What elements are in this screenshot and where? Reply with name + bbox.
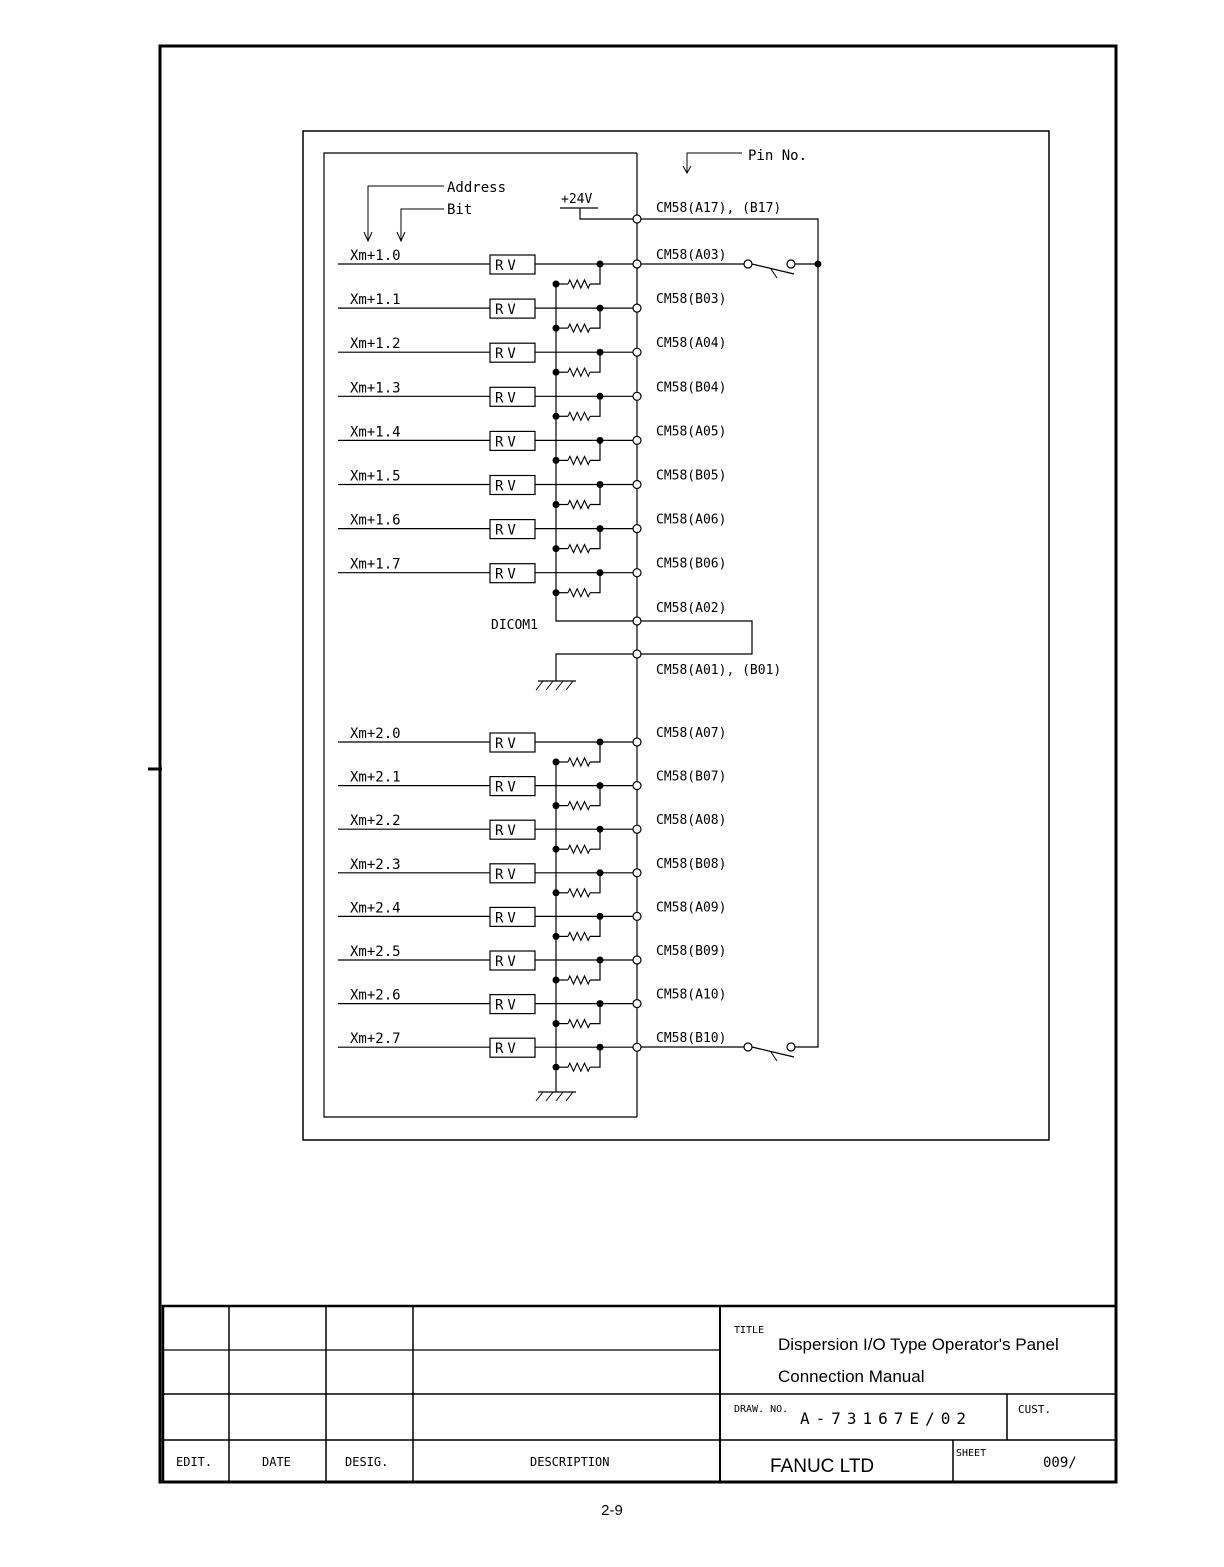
bit-callout (397, 202, 472, 241)
pull-down-resistor (568, 589, 590, 597)
pin-label: CM58(B03) (656, 292, 727, 308)
col-date: DATE (262, 1455, 291, 1469)
signal-label: Xm+1.2 (350, 336, 401, 353)
rv-label: RV (495, 736, 520, 752)
input-row (338, 380, 726, 420)
supply-pin: CM58(A17), (B17) (656, 201, 782, 216)
pin-terminal (633, 738, 641, 746)
pin-label: CM58(A09) (656, 900, 727, 916)
pin-terminal (633, 912, 641, 920)
title-line-2: Connection Manual (778, 1367, 925, 1386)
dicom-label: DICOM1 (491, 618, 538, 633)
sheet-key: SHEET (956, 1448, 987, 1459)
dicom-section (491, 593, 781, 690)
input-row (338, 988, 726, 1028)
input-group-xm2 (338, 726, 726, 1071)
pull-down-resistor (568, 280, 590, 288)
pin-label: CM58(B10) (656, 1031, 727, 1047)
pin-label: CM58(B04) (656, 380, 727, 396)
rv-label: RV (495, 997, 520, 1014)
signal-label: Xm+1.1 (350, 292, 401, 309)
input-row (338, 1031, 726, 1071)
rv-label: RV (495, 954, 520, 970)
pin-terminal (633, 869, 641, 877)
title-key: TITLE (734, 1325, 765, 1336)
pin-label: CM58(A10) (656, 987, 727, 1003)
input-row (338, 424, 726, 464)
pin-label: CM58(B06) (656, 556, 727, 572)
draw-no: A-73167E/02 (800, 1409, 972, 1428)
input-row (338, 513, 726, 553)
pin-terminal (633, 392, 641, 400)
signal-label: Xm+2.5 (350, 944, 401, 960)
bit-label: Bit (447, 202, 473, 218)
input-row (338, 813, 726, 853)
pull-down-resistor (568, 1020, 590, 1028)
pin-terminal (633, 782, 641, 790)
rv-label: RV (495, 434, 520, 451)
pull-down-resistor (568, 932, 590, 940)
ground-pin: CM58(A01), (B01) (656, 663, 782, 678)
pin-terminal (633, 304, 641, 312)
signal-label: Xm+1.7 (350, 556, 401, 573)
pin-label: CM58(A08) (656, 813, 727, 829)
pull-down-resistor (568, 412, 590, 420)
pin-label: CM58(B09) (656, 944, 727, 959)
pin-label: CM58(A04) (656, 336, 727, 352)
input-row (338, 770, 726, 810)
pull-down-resistor (568, 845, 590, 853)
pin-no-label: Pin No. (748, 148, 808, 164)
pin-terminal (633, 436, 641, 444)
common-pin: CM58(A02) (656, 601, 727, 616)
signal-label: Xm+2.7 (350, 1031, 401, 1048)
pin-label: CM58(B07) (656, 769, 727, 785)
input-row (338, 944, 726, 984)
pin-label: CM58(A06) (656, 512, 727, 528)
pin-label: CM58(B08) (656, 856, 727, 872)
rv-label: RV (495, 910, 520, 927)
title-block (163, 1306, 1116, 1482)
pin-terminal (633, 260, 641, 268)
pull-down-resistor (568, 545, 590, 553)
input-row (338, 469, 726, 509)
rv-label: RV (495, 566, 520, 583)
company-name: FANUC LTD (770, 1456, 875, 1477)
rv-label: RV (495, 390, 520, 407)
page-number: 2-9 (601, 1502, 623, 1519)
input-row (338, 857, 726, 897)
col-description: DESCRIPTION (530, 1455, 610, 1469)
rv-label: RV (495, 1041, 520, 1058)
signal-label: Xm+2.4 (350, 900, 401, 917)
ground-symbol (536, 681, 576, 690)
pull-down-resistor (568, 889, 590, 897)
input-row (338, 292, 726, 332)
signal-label: Xm+2.1 (350, 769, 401, 786)
rv-label: RV (495, 779, 520, 796)
input-row (338, 726, 726, 766)
title-line-1: Dispersion I/O Type Operator's Panel (778, 1335, 1059, 1354)
pull-down-resistor (568, 324, 590, 332)
pull-down-resistor (568, 802, 590, 810)
pin-label: CM58(B05) (656, 468, 727, 484)
input-row (338, 248, 726, 288)
pin-terminal (633, 1043, 641, 1051)
rv-label: RV (495, 302, 520, 319)
col-desig: DESIG. (345, 1455, 389, 1469)
pin-no-callout (683, 148, 807, 173)
pin-terminal (633, 825, 641, 833)
pin-label: CM58(A05) (656, 424, 727, 440)
signal-label: Xm+1.5 (350, 468, 401, 485)
input-row (338, 900, 726, 940)
pull-down-resistor (568, 1063, 590, 1071)
supply-label: +24V (561, 192, 593, 207)
cust-key: CUST. (1018, 1403, 1052, 1416)
pin-terminal (633, 956, 641, 964)
rv-label: RV (495, 866, 520, 883)
col-edit: EDIT. (176, 1455, 213, 1469)
rv-label: RV (495, 258, 520, 274)
sheet-no: 009/ (1043, 1455, 1077, 1471)
signal-label: Xm+1.4 (350, 424, 401, 441)
rv-label: RV (495, 823, 520, 840)
ground-symbol (536, 1092, 576, 1101)
signal-label: Xm+2.3 (350, 856, 401, 873)
signal-label: Xm+1.6 (350, 512, 401, 529)
rv-label: RV (495, 478, 520, 495)
pin-label: CM58(A03) (656, 248, 727, 263)
pull-down-resistor (568, 368, 590, 376)
draw-no-key: DRAW. NO. (734, 1404, 789, 1415)
pull-down-resistor (568, 976, 590, 984)
pin-terminal (633, 525, 641, 533)
pull-down-resistor (568, 758, 590, 766)
input-row (338, 336, 726, 376)
rv-label: RV (495, 346, 520, 363)
signal-label: Xm+2.0 (350, 726, 401, 742)
pin-terminal (633, 348, 641, 356)
pull-down-resistor (568, 501, 590, 509)
address-label: Address (447, 180, 507, 196)
pin-terminal (633, 1000, 641, 1008)
address-callout (364, 180, 506, 241)
rv-label: RV (495, 522, 520, 539)
input-group-xm1 (338, 248, 726, 597)
signal-label: Xm+1.0 (350, 248, 401, 264)
ground-bottom (536, 1071, 576, 1101)
signal-label: Xm+1.3 (350, 380, 401, 397)
pin-terminal (633, 569, 641, 577)
pin-terminal (633, 481, 641, 489)
input-row (338, 557, 726, 597)
pin-label: CM58(A07) (656, 726, 727, 741)
signal-label: Xm+2.6 (350, 987, 401, 1004)
pull-down-resistor (568, 456, 590, 464)
signal-label: Xm+2.2 (350, 813, 401, 830)
